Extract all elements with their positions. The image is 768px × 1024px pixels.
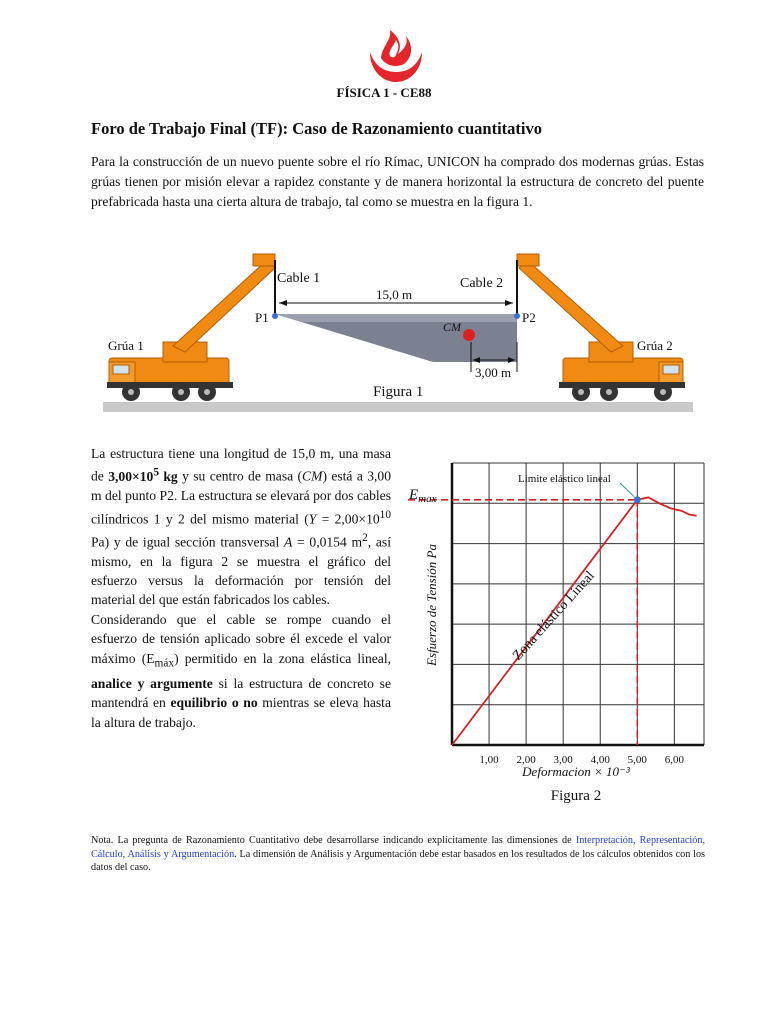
- x-tick-label: 1,00: [479, 754, 499, 766]
- upc-flame-logo-icon: [366, 28, 426, 84]
- zone-label: Zona elástico Lineal: [510, 568, 598, 664]
- plastic-segment: [637, 497, 696, 515]
- intro-paragraph: Para la construcción de un nuevo puente sobre el río Rímac, UNICON ha comprado dos modernas grúas. Estas grúas tienen por misión elevar a rapidez constante y de manera horizontal la estructura de concreto del puente prefabricada hasta una cierta altura de trabajo, tal como se muestra en la figura 1.: [91, 154, 704, 209]
- figure-1-cranes: [103, 246, 693, 416]
- course-title: FÍSICA 1 - CE88: [336, 85, 432, 100]
- y-axis-label: Esfuerzo de Tensión Pa: [424, 544, 439, 666]
- center-of-mass: [463, 329, 475, 341]
- x-tick-label: 6,00: [664, 754, 684, 766]
- problem-statement: [91, 444, 391, 732]
- p1-label: P1: [255, 310, 269, 325]
- x-tick-label: 2,00: [516, 754, 536, 766]
- figure-2-stress-strain-chart: [400, 445, 720, 810]
- emax-label: $E_{max}$: [409, 487, 437, 505]
- dimensions-link: Interpretación, Representación, Cálculo, Análisis y Argumentación: [91, 835, 705, 860]
- x-tick-label: 3,00: [553, 754, 573, 766]
- p1-point: [272, 313, 278, 319]
- page-title: Foro de Trabajo Final (TF): Caso de Razonamiento cuantitativo: [91, 119, 542, 138]
- cable-2-label: Cable 2: [460, 276, 504, 291]
- offset-label: 3,00 m: [475, 365, 512, 380]
- limit-arrow: [620, 483, 634, 497]
- chart-axes: [452, 463, 704, 745]
- chart-grid: [452, 463, 704, 745]
- p2-point: [514, 313, 520, 319]
- ground: [103, 402, 693, 412]
- crane-1-label: Grúa 1: [108, 338, 144, 353]
- span-label: 15,0 m: [376, 287, 413, 302]
- figure-2-caption: Figura 2: [550, 788, 602, 804]
- p2-label: P2: [522, 310, 536, 325]
- figure-1-caption: Figura 1: [373, 384, 424, 400]
- x-tick-label: 4,00: [590, 754, 610, 766]
- cable-1-label: Cable 1: [277, 271, 321, 286]
- paragraph-question: Considerando que el cable se rompe cuando el esfuerzo de tensión aplicado sobre él excede el valor máximo $(E_{máx})$ permitido en la zona elástica lineal, analice y argumente si la estructura de concreto se mantendrá en equilibrio o no mientras se eleva hasta la altura de trabajo.: [91, 611, 392, 730]
- elastic-limit-point: [634, 496, 641, 503]
- emax-guides: [408, 500, 637, 745]
- limit-label: Limite elástico lineal: [518, 473, 611, 485]
- cm-label: CM: [443, 320, 461, 334]
- x-axis-label: Deformacion × 10⁻³: [522, 764, 630, 779]
- chart-labels: [408, 473, 684, 804]
- paragraph-data: La estructura tiene una longitud de 15,0 m, una masa de $3,00\times 10^5$ kg y su centro de masa (CM) está a 3,00 m del punto P2. La estructura se elevará por dos cables cilíndricos 1 y 2 del mismo material ($Y = 2,00\times 10^{10}$ Pa) y de igual sección transversal A = 0,0154 $m^2$, así mismo, en la figura 2 se muestra el gráfico del esfuerzo versus la deformación por tensión del material del que están fabricados los cables.: [91, 446, 392, 608]
- note-paragraph: Nota. La pregunta de Razonamiento Cuantitativo debe desarrollarse indicando explícitamente las dimensiones de Interpretación, Representación, Cálculo, Análisis y Argumentación. La dimensión de Análisis y Argumentación debe estar basados en los resultados de los cálculos obtenidos con los datos del caso.: [91, 835, 705, 873]
- crane-2-label: Grúa 2: [637, 338, 673, 353]
- x-tick-label: 5,00: [627, 754, 647, 766]
